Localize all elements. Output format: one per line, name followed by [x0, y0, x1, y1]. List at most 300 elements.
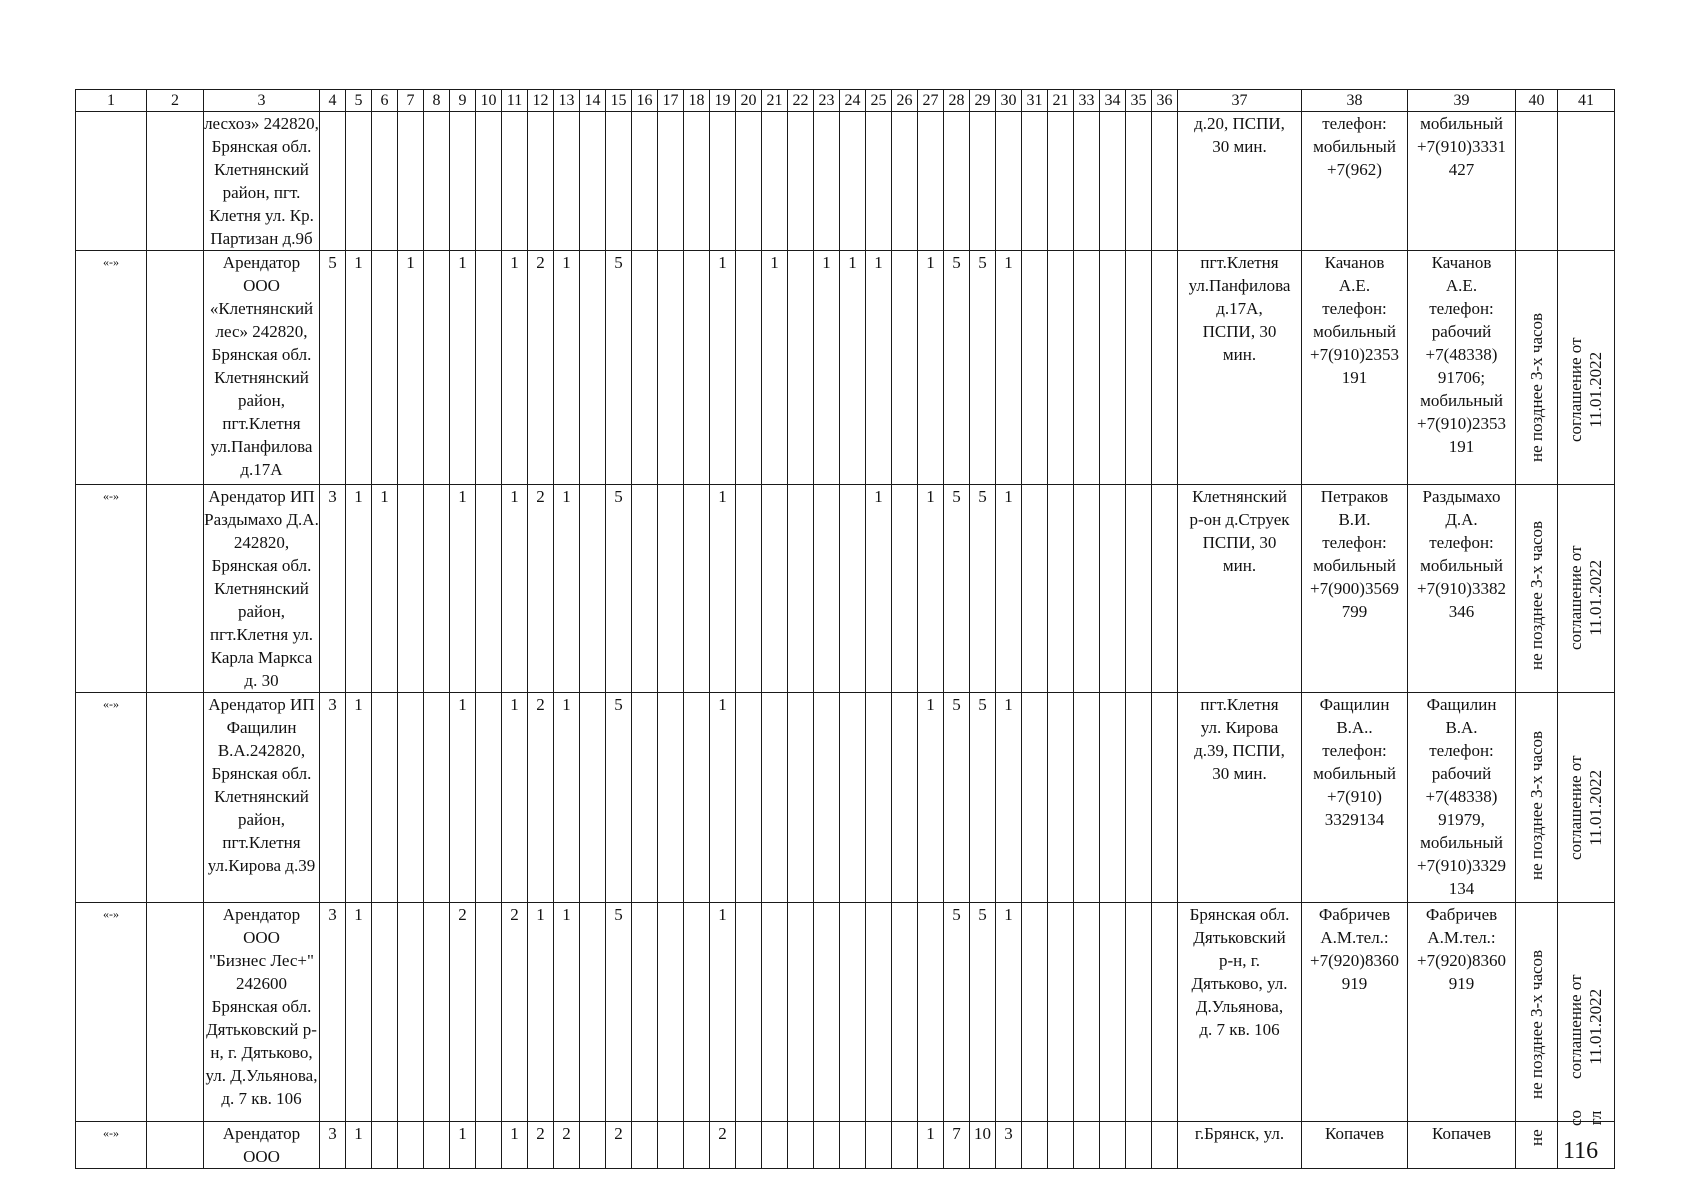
- count-cell: 1: [840, 251, 866, 485]
- count-cell: [424, 485, 450, 693]
- column-header: 11: [502, 90, 528, 112]
- count-cell: [762, 485, 788, 693]
- count-cell: 1: [762, 251, 788, 485]
- count-cell: 1: [710, 693, 736, 903]
- column-header: 36: [1152, 90, 1178, 112]
- count-cell: [424, 112, 450, 251]
- count-cell: [1048, 251, 1074, 485]
- count-cell: [762, 112, 788, 251]
- count-cell: [918, 903, 944, 1122]
- count-cell: 3: [996, 1122, 1022, 1169]
- column-header: 10: [476, 90, 502, 112]
- count-cell: [892, 251, 918, 485]
- count-cell: [554, 112, 580, 251]
- column-header: 38: [1302, 90, 1408, 112]
- count-cell: [398, 693, 424, 903]
- table-row: [76, 693, 1615, 903]
- count-cell: [372, 1122, 398, 1169]
- count-cell: 1: [710, 903, 736, 1122]
- count-cell: 1: [502, 1122, 528, 1169]
- count-cell: [762, 1122, 788, 1169]
- responsible-cell: Фабричев А.М.тел.: +7(920)8360 919: [1302, 903, 1408, 1122]
- lessee-cell: Арендатор ИП Фащилин В.А.242820, Брянская обл. Клетнянский район, пгт.Клетня ул.Кирова д.39: [204, 693, 320, 903]
- count-cell: [736, 1122, 762, 1169]
- count-cell: 1: [502, 251, 528, 485]
- column-header: 23: [814, 90, 840, 112]
- column-2-cell: [147, 693, 204, 903]
- table-row: [76, 1122, 1615, 1169]
- page-number: 116: [1563, 1138, 1599, 1164]
- column-header: 16: [632, 90, 658, 112]
- count-cell: [684, 485, 710, 693]
- row-marker-cell: «-»: [76, 485, 147, 693]
- column-header: 3: [204, 90, 320, 112]
- count-cell: 3: [320, 1122, 346, 1169]
- count-cell: 2: [528, 1122, 554, 1169]
- column-header: 29: [970, 90, 996, 112]
- count-cell: [788, 693, 814, 903]
- count-cell: [320, 112, 346, 251]
- column-header: 19: [710, 90, 736, 112]
- notice-time-cell: [1516, 485, 1558, 693]
- count-cell: [892, 112, 918, 251]
- count-cell: [788, 1122, 814, 1169]
- column-header: 6: [372, 90, 398, 112]
- count-cell: [424, 903, 450, 1122]
- count-cell: [580, 1122, 606, 1169]
- count-cell: [866, 1122, 892, 1169]
- count-cell: 1: [502, 693, 528, 903]
- column-2-cell: [147, 903, 204, 1122]
- count-cell: 1: [346, 1122, 372, 1169]
- agreement-text: соглашение от 11.01.2022: [1566, 755, 1605, 860]
- column-header: 12: [528, 90, 554, 112]
- count-cell: [476, 693, 502, 903]
- count-cell: 3: [320, 693, 346, 903]
- column-header: 7: [398, 90, 424, 112]
- count-cell: [918, 112, 944, 251]
- lessee-cell: Арендатор ИП Раздымахо Д.А. 242820, Брянская обл. Клетнянский район, пгт.Клетня ул. Карла Маркса д. 30: [204, 485, 320, 693]
- row-marker-cell: «-»: [76, 1122, 147, 1169]
- column-header: 14: [580, 90, 606, 112]
- count-cell: 1: [502, 485, 528, 693]
- column-header: 18: [684, 90, 710, 112]
- count-cell: [1100, 485, 1126, 693]
- count-cell: 1: [996, 693, 1022, 903]
- count-cell: [658, 485, 684, 693]
- column-header: 13: [554, 90, 580, 112]
- count-cell: [1100, 112, 1126, 251]
- count-cell: 1: [918, 251, 944, 485]
- count-cell: [1048, 1122, 1074, 1169]
- count-cell: [814, 1122, 840, 1169]
- column-header: 22: [788, 90, 814, 112]
- contact-cell: Фабричев А.М.тел.: +7(920)8360 919: [1408, 903, 1516, 1122]
- count-cell: 3: [320, 903, 346, 1122]
- column-header: 8: [424, 90, 450, 112]
- agreement-text: соглашение от 11.01.2022: [1566, 545, 1605, 650]
- count-cell: [944, 112, 970, 251]
- count-cell: 1: [372, 485, 398, 693]
- count-cell: 5: [970, 903, 996, 1122]
- count-cell: [814, 112, 840, 251]
- count-cell: [658, 903, 684, 1122]
- responsible-cell: Качанов А.Е. телефон: мобильный +7(910)2353 191: [1302, 251, 1408, 485]
- count-cell: [580, 903, 606, 1122]
- agreement-cell: [1558, 693, 1615, 903]
- count-cell: [814, 485, 840, 693]
- count-cell: [1152, 693, 1178, 903]
- count-cell: [398, 485, 424, 693]
- count-cell: 5: [606, 251, 632, 485]
- count-cell: [996, 112, 1022, 251]
- row-marker-cell: «-»: [76, 903, 147, 1122]
- count-cell: [580, 251, 606, 485]
- column-header: 30: [996, 90, 1022, 112]
- count-cell: [866, 693, 892, 903]
- count-cell: 7: [944, 1122, 970, 1169]
- count-cell: 1: [996, 903, 1022, 1122]
- count-cell: 1: [450, 693, 476, 903]
- column-header: 24: [840, 90, 866, 112]
- count-cell: [1152, 1122, 1178, 1169]
- count-cell: [1152, 112, 1178, 251]
- count-cell: 1: [996, 485, 1022, 693]
- count-cell: [1022, 693, 1048, 903]
- count-cell: [1126, 903, 1152, 1122]
- location-cell: Брянская обл. Дятьковский р-н, г. Дятьково, ул. Д.Ульянова, д. 7 кв. 106: [1178, 903, 1302, 1122]
- count-cell: 2: [528, 251, 554, 485]
- count-cell: [788, 903, 814, 1122]
- count-cell: [1074, 693, 1100, 903]
- count-cell: [580, 485, 606, 693]
- count-cell: [1074, 251, 1100, 485]
- count-cell: [476, 903, 502, 1122]
- count-cell: [684, 112, 710, 251]
- column-header: 5: [346, 90, 372, 112]
- responsible-cell: телефон: мобильный +7(962): [1302, 112, 1408, 251]
- count-cell: [658, 112, 684, 251]
- count-cell: [658, 1122, 684, 1169]
- column-header: 40: [1516, 90, 1558, 112]
- table-row: [76, 251, 1615, 485]
- count-cell: [476, 112, 502, 251]
- count-cell: [398, 903, 424, 1122]
- count-cell: [892, 693, 918, 903]
- count-cell: [476, 251, 502, 485]
- count-cell: [736, 485, 762, 693]
- count-cell: [1022, 903, 1048, 1122]
- count-cell: [1100, 693, 1126, 903]
- count-cell: [528, 112, 554, 251]
- column-header: 35: [1126, 90, 1152, 112]
- count-cell: [424, 1122, 450, 1169]
- count-cell: 1: [450, 485, 476, 693]
- column-header: 26: [892, 90, 918, 112]
- agreement-text: со гл: [1566, 1109, 1605, 1126]
- count-cell: 1: [814, 251, 840, 485]
- count-cell: 3: [320, 485, 346, 693]
- count-cell: 2: [450, 903, 476, 1122]
- location-cell: пгт.Клетня ул.Панфилова д.17А, ПСПИ, 30 мин.: [1178, 251, 1302, 485]
- count-cell: [866, 112, 892, 251]
- column-header: 31: [1022, 90, 1048, 112]
- count-cell: [450, 112, 476, 251]
- count-cell: 1: [918, 485, 944, 693]
- contact-cell: Качанов А.Е. телефон: рабочий +7(48338) 91706; мобильный +7(910)2353 191: [1408, 251, 1516, 485]
- count-cell: [632, 1122, 658, 1169]
- count-cell: 5: [944, 485, 970, 693]
- notice-time-cell: [1516, 251, 1558, 485]
- row-marker-cell: [76, 112, 147, 251]
- count-cell: 1: [996, 251, 1022, 485]
- count-cell: [632, 485, 658, 693]
- lessee-cell: лесхоз» 242820, Брянская обл. Клетнянский район, пгт. Клетня ул. Кр. Партизан д.9б: [204, 112, 320, 251]
- count-cell: [1152, 251, 1178, 485]
- column-header: 27: [918, 90, 944, 112]
- count-cell: 1: [450, 1122, 476, 1169]
- count-cell: 5: [606, 485, 632, 693]
- count-cell: 1: [346, 485, 372, 693]
- count-cell: 1: [554, 903, 580, 1122]
- count-cell: [1100, 1122, 1126, 1169]
- header-row: [76, 90, 1615, 112]
- notice-time-cell: [1516, 693, 1558, 903]
- count-cell: [840, 1122, 866, 1169]
- count-cell: 1: [346, 903, 372, 1122]
- column-header: 21: [762, 90, 788, 112]
- responsible-cell: Петраков В.И. телефон: мобильный +7(900)3569 799: [1302, 485, 1408, 693]
- column-header: 34: [1100, 90, 1126, 112]
- notice-time-text: не позднее 3-х часов: [1526, 520, 1546, 670]
- count-cell: [814, 693, 840, 903]
- count-cell: [398, 112, 424, 251]
- count-cell: 1: [554, 485, 580, 693]
- count-cell: 2: [528, 693, 554, 903]
- count-cell: [684, 251, 710, 485]
- responsible-cell: Фащилин В.А.. телефон: мобильный +7(910) 3329134: [1302, 693, 1408, 903]
- count-cell: [788, 485, 814, 693]
- column-header: 1: [76, 90, 147, 112]
- count-cell: [684, 693, 710, 903]
- column-header: 25: [866, 90, 892, 112]
- count-cell: [1126, 485, 1152, 693]
- count-cell: [1074, 903, 1100, 1122]
- count-cell: [1126, 251, 1152, 485]
- column-2-cell: [147, 251, 204, 485]
- count-cell: [1022, 251, 1048, 485]
- count-cell: [606, 112, 632, 251]
- notice-time-text: не позднее 3-х часов: [1526, 730, 1546, 880]
- count-cell: [710, 112, 736, 251]
- count-cell: [1048, 693, 1074, 903]
- count-cell: [1126, 112, 1152, 251]
- lessee-cell: Арендатор ООО: [204, 1122, 320, 1169]
- count-cell: [632, 251, 658, 485]
- count-cell: [762, 693, 788, 903]
- count-cell: 1: [450, 251, 476, 485]
- count-cell: [684, 1122, 710, 1169]
- column-header: 28: [944, 90, 970, 112]
- count-cell: [372, 112, 398, 251]
- lessee-cell: Арендатор ООО «Клетнянский лес» 242820, Брянская обл. Клетнянский район, пгт.Клетня ул.Панфилова д.17А: [204, 251, 320, 485]
- count-cell: [424, 251, 450, 485]
- column-header: 41: [1558, 90, 1615, 112]
- column-header: 33: [1074, 90, 1100, 112]
- count-cell: 1: [346, 251, 372, 485]
- agreement-cell: [1558, 251, 1615, 485]
- column-2-cell: [147, 112, 204, 251]
- count-cell: [736, 112, 762, 251]
- contact-cell: Раздымахо Д.А. телефон: мобильный +7(910)3382 346: [1408, 485, 1516, 693]
- location-cell: пгт.Клетня ул. Кирова д.39, ПСПИ, 30 мин.: [1178, 693, 1302, 903]
- location-cell: д.20, ПСПИ, 30 мин.: [1178, 112, 1302, 251]
- table-row: [76, 903, 1615, 1122]
- agreement-cell: [1558, 485, 1615, 693]
- count-cell: 2: [528, 485, 554, 693]
- count-cell: [398, 1122, 424, 1169]
- count-cell: 1: [918, 693, 944, 903]
- count-cell: [840, 112, 866, 251]
- count-cell: 1: [554, 251, 580, 485]
- count-cell: [632, 112, 658, 251]
- responsible-cell: Копачев: [1302, 1122, 1408, 1169]
- count-cell: [476, 485, 502, 693]
- column-header: 39: [1408, 90, 1516, 112]
- row-marker-cell: «-»: [76, 693, 147, 903]
- data-table: [75, 89, 1615, 1169]
- count-cell: [788, 112, 814, 251]
- count-cell: 5: [320, 251, 346, 485]
- notice-time-cell: [1516, 903, 1558, 1122]
- count-cell: [580, 693, 606, 903]
- count-cell: 1: [398, 251, 424, 485]
- contact-cell: мобильный +7(910)3331 427: [1408, 112, 1516, 251]
- count-cell: [1048, 903, 1074, 1122]
- count-cell: [1022, 112, 1048, 251]
- notice-time-cell: [1516, 112, 1558, 251]
- table-row: [76, 112, 1615, 251]
- column-header: 21: [1048, 90, 1074, 112]
- column-header: 37: [1178, 90, 1302, 112]
- column-header: 17: [658, 90, 684, 112]
- count-cell: [580, 112, 606, 251]
- count-cell: 5: [970, 251, 996, 485]
- notice-time-text: не позднее 3-х часов: [1526, 949, 1546, 1099]
- count-cell: [1022, 1122, 1048, 1169]
- count-cell: 1: [554, 693, 580, 903]
- count-cell: [762, 903, 788, 1122]
- column-header: 9: [450, 90, 476, 112]
- count-cell: [1100, 903, 1126, 1122]
- count-cell: [1126, 693, 1152, 903]
- notice-time-cell: [1516, 1122, 1558, 1169]
- location-cell: г.Брянск, ул.: [1178, 1122, 1302, 1169]
- contact-cell: Копачев: [1408, 1122, 1516, 1169]
- count-cell: [372, 251, 398, 485]
- count-cell: 2: [554, 1122, 580, 1169]
- column-2-cell: [147, 485, 204, 693]
- count-cell: [346, 112, 372, 251]
- count-cell: 1: [710, 485, 736, 693]
- count-cell: 2: [502, 903, 528, 1122]
- count-cell: [658, 251, 684, 485]
- count-cell: [840, 485, 866, 693]
- count-cell: [892, 485, 918, 693]
- count-cell: [1152, 485, 1178, 693]
- count-cell: [840, 903, 866, 1122]
- agreement-cell: [1558, 112, 1615, 251]
- row-marker-cell: «-»: [76, 251, 147, 485]
- count-cell: 10: [970, 1122, 996, 1169]
- count-cell: 5: [944, 903, 970, 1122]
- count-cell: [970, 112, 996, 251]
- count-cell: [502, 112, 528, 251]
- count-cell: [840, 693, 866, 903]
- agreement-cell: [1558, 903, 1615, 1122]
- count-cell: 5: [970, 485, 996, 693]
- count-cell: [372, 903, 398, 1122]
- notice-time-text: не позднее 3-х часов: [1526, 312, 1546, 462]
- count-cell: [1074, 485, 1100, 693]
- count-cell: 1: [346, 693, 372, 903]
- count-cell: 5: [944, 693, 970, 903]
- agreement-text: соглашение от 11.01.2022: [1566, 337, 1605, 442]
- count-cell: 1: [866, 251, 892, 485]
- count-cell: [736, 693, 762, 903]
- count-cell: 2: [710, 1122, 736, 1169]
- count-cell: [684, 903, 710, 1122]
- count-cell: 1: [918, 1122, 944, 1169]
- location-cell: Клетнянский р-он д.Струек ПСПИ, 30 мин.: [1178, 485, 1302, 693]
- agreement-text: соглашение от 11.01.2022: [1566, 974, 1605, 1079]
- count-cell: 1: [710, 251, 736, 485]
- count-cell: 2: [606, 1122, 632, 1169]
- count-cell: [658, 693, 684, 903]
- lessee-cell: Арендатор ООО "Бизнес Лес+" 242600 Брянская обл. Дятьковский р- н, г. Дятьково, ул. Д.Ульянова, д. 7 кв. 106: [204, 903, 320, 1122]
- count-cell: [632, 903, 658, 1122]
- count-cell: [1126, 1122, 1152, 1169]
- column-2-cell: [147, 1122, 204, 1169]
- count-cell: 1: [866, 485, 892, 693]
- count-cell: [892, 903, 918, 1122]
- count-cell: [372, 693, 398, 903]
- count-cell: [424, 693, 450, 903]
- table-row: [76, 485, 1615, 693]
- count-cell: [1074, 112, 1100, 251]
- count-cell: [1152, 903, 1178, 1122]
- count-cell: [1022, 485, 1048, 693]
- count-cell: 5: [606, 693, 632, 903]
- count-cell: [736, 251, 762, 485]
- count-cell: 5: [606, 903, 632, 1122]
- count-cell: [892, 1122, 918, 1169]
- count-cell: 1: [528, 903, 554, 1122]
- count-cell: [1074, 1122, 1100, 1169]
- count-cell: [814, 903, 840, 1122]
- column-header: 15: [606, 90, 632, 112]
- count-cell: [1048, 485, 1074, 693]
- count-cell: [866, 903, 892, 1122]
- count-cell: [788, 251, 814, 485]
- notice-time-text: не: [1526, 1129, 1546, 1146]
- contact-cell: Фащилин В.А. телефон: рабочий +7(48338) 91979, мобильный +7(910)3329 134: [1408, 693, 1516, 903]
- column-header: 4: [320, 90, 346, 112]
- count-cell: [736, 903, 762, 1122]
- column-header: 20: [736, 90, 762, 112]
- count-cell: [476, 1122, 502, 1169]
- count-cell: 5: [944, 251, 970, 485]
